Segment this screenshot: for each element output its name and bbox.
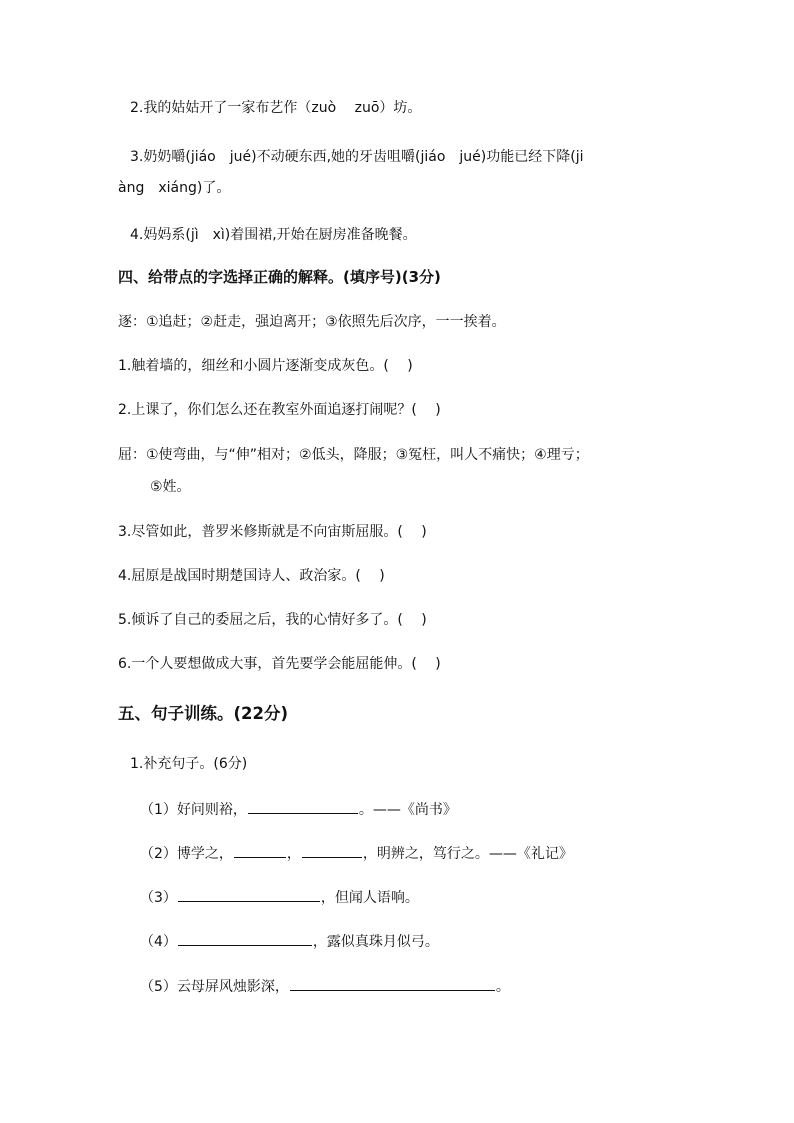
sentence-1	[140, 799, 457, 820]
question-5: 5.倾诉了自己的委屈之后，我的心情好多了。( )	[118, 612, 427, 628]
qu-definitions-line2: ⑤姓。	[150, 479, 191, 495]
question-6: 6.一个人要想做成大事，首先要学会能屈能伸。( )	[118, 656, 441, 672]
sentence-2-mid: ，	[286, 846, 301, 862]
qu-definitions-line1: 屈：①使弯曲，与“伸”相对；②低头，降服；③冤枉，叫人不痛快；④理亏；	[118, 447, 589, 463]
sentence-5-prefix: （5）云母屏风烛影深，	[140, 979, 289, 995]
sentence-3-suffix: ，但闻人语响。	[320, 890, 419, 906]
zhu-definitions: 逐：①追赶；②赶走，强迫离开；③依照先后次序，一一挨着。	[118, 314, 506, 330]
blank-2a[interactable]	[234, 843, 286, 858]
question-1: 1.触着墙的，细丝和小圆片逐渐变成灰色。( )	[118, 358, 413, 374]
question-3: 3.尽管如此，普罗米修斯就是不向宙斯屈服。( )	[118, 524, 427, 540]
question-2: 2.上课了，你们怎么还在教室外面追逐打闹呢？( )	[118, 402, 441, 418]
blank-3[interactable]	[178, 887, 320, 902]
sentence-2-suffix: ，明辨之，笃行之。——《礼记》	[362, 846, 573, 862]
pinyin-item-4: 4.妈妈系(jì xì)着围裙,开始在厨房准备晚餐。	[130, 227, 417, 243]
sentence-1-suffix: 。——《尚书》	[358, 802, 457, 818]
subsection-1-title: 1.补充句子。(6分)	[130, 756, 248, 772]
pinyin-item-3-line1: 3.奶奶嚼(jiáo jué)不动硬东西,她的牙齿咀嚼(jiáo jué)功能已经下降(ji	[130, 149, 584, 165]
blank-5[interactable]	[290, 976, 495, 991]
pinyin-item-2: 2.我的姑姑开了一家布艺作（zuò zuō）坊。	[130, 100, 422, 116]
sentence-4-suffix: ，露似真珠月似弓。	[312, 934, 439, 950]
sentence-5	[140, 976, 510, 997]
section-4-heading: 四、给带点的字选择正确的解释。(填序号)(3分)	[118, 268, 441, 286]
blank-2b[interactable]	[302, 843, 362, 858]
sentence-1-prefix: （1）好问则裕，	[140, 802, 247, 818]
sentence-2	[140, 843, 573, 864]
section-5-heading: 五、句子训练。(22分)	[118, 704, 289, 723]
blank-4[interactable]	[178, 931, 312, 946]
sentence-3-prefix: （3）	[140, 890, 177, 906]
sentence-5-suffix: 。	[495, 979, 510, 995]
sentence-3	[140, 887, 419, 908]
sentence-4	[140, 931, 439, 952]
sentence-2-prefix: （2）博学之，	[140, 846, 233, 862]
pinyin-item-3-line2: àng xiáng)了。	[118, 180, 231, 196]
sentence-4-prefix: （4）	[140, 934, 177, 950]
question-4: 4.屈原是战国时期楚国诗人、政治家。( )	[118, 568, 385, 584]
blank-1[interactable]	[248, 799, 358, 814]
